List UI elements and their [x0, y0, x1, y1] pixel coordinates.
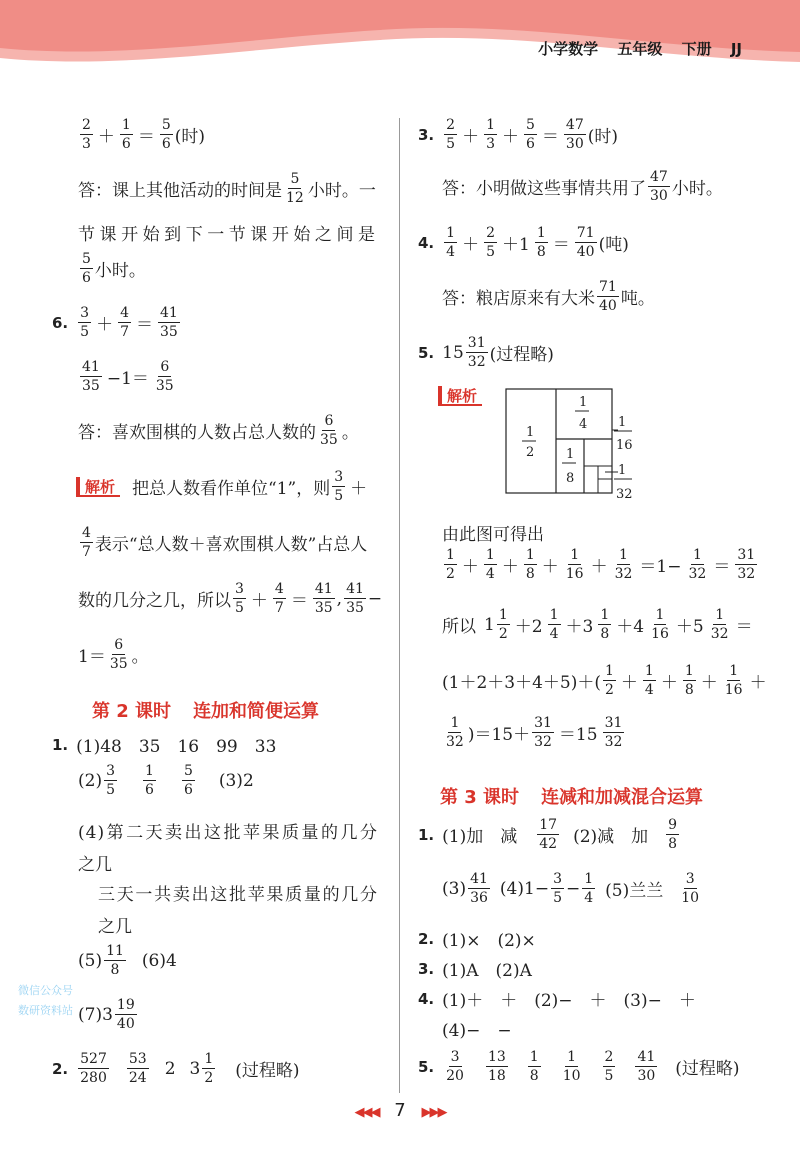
equation-line: 1 2 ＋ 1 4 ＋ 1 8 ＋ 1 16 ＋ 1 32 ＝1− $\frac{1}{32}$ ＝ 31 32 — [446, 547, 756, 582]
answer-line: (7)3 19 40 — [78, 997, 135, 1032]
question-4: 4. (1)＋ ＋ (2)− ＋ (3)− ＋ — [418, 989, 696, 1011]
answer-text: 答：小明做这些事情共用了 47 30 小时。 — [442, 169, 723, 204]
svg-text:16: 16 — [616, 438, 633, 453]
question-2: 2. 527 280 53 24 2 3 1 2 (过程略) — [52, 1051, 300, 1086]
header-band — [0, 0, 800, 72]
next-arrows-icon: ▶▶▶ — [421, 1105, 446, 1120]
svg-text:1: 1 — [579, 395, 588, 410]
column-divider — [399, 118, 400, 1093]
question-1: 1. (1)加 减 17 42 (2)减 加 9 8 — [418, 817, 678, 852]
answer-text: 节课开始到下一节课开始之间是 — [78, 225, 378, 245]
analysis-line: 解析 把总人数看作单位“1”，则 3 5 ＋ — [76, 470, 370, 503]
analysis-line: 数的几分之几，所以 3 5 ＋ 4 7 ＝ 41 35 , 41 35 − — [78, 581, 383, 616]
answer-line: (3) 41 36 (4)1− $\frac{3}{5}$ − $\frac{1}{4}$ (5)兰兰 3 10 — [442, 871, 700, 906]
answer-text: 之几 — [98, 917, 132, 937]
section-title-2: 第 2 课时 连加和简便运算 — [92, 701, 320, 722]
svg-text:4: 4 — [579, 417, 588, 432]
svg-text:2: 2 — [526, 445, 535, 460]
svg-text:1: 1 — [566, 447, 575, 462]
section-title-3: 第 3 课时 连减和加减混合运算 — [440, 787, 704, 808]
answer-line: (2) 3 5 1 6 5 6 (3)2 — [78, 763, 254, 798]
svg-text:32: 32 — [616, 487, 633, 502]
answer-text: 之几 — [78, 855, 112, 875]
svg-text:1: 1 — [618, 415, 627, 430]
page-footer — [0, 1100, 800, 1121]
answer-line: (4)− − — [442, 1021, 512, 1041]
answer-text: 三天一共卖出这批苹果质量的几分 — [98, 885, 378, 905]
watermark: 微信公众号 — [18, 984, 73, 997]
svg-text:1: 1 — [526, 425, 535, 440]
question-2: 2. (1)× (2)× — [418, 929, 536, 951]
question-3: 3. 2 5 ＋ 1 3 ＋ 5 6 ＝ 47 30 (时) — [418, 117, 618, 152]
analysis-line: 4 7 表示“总人数＋喜欢围棋人数”占总人 — [82, 525, 368, 560]
answer-text: 答：喜欢围棋的人数占总人数的 6 35 。 — [78, 413, 359, 448]
header-title: 小学数学 五年级 下册 JJ — [538, 40, 742, 58]
answer-line: (5) 11 8 (6)4 — [78, 943, 177, 978]
prev-arrows-icon: ◀◀◀ — [354, 1105, 379, 1120]
equation-line: 所以 1 1 2 ＋2 1 4 ＋3 1 8 ＋4 1 16 ＋5 1 32 ＝ — [442, 607, 753, 642]
question-6: 6. 3 5 ＋ 4 7 ＝ 41 35 — [52, 305, 178, 340]
question-5: 5. 3 20 13 18 1 8 1 10 2 5 41 30 (过程略) — [418, 1049, 740, 1084]
page-number: 7 — [394, 1100, 406, 1121]
answer-text: (4)第二天卖出这批苹果质量的几分 — [78, 823, 378, 843]
answer-text: 5 6 小时。 — [82, 251, 146, 286]
svg-text:8: 8 — [566, 471, 575, 486]
question-1: 1. (1)48 35 16 99 33 — [52, 735, 277, 757]
answer-text: 答：粮店原来有大米 71 40 吨。 — [442, 279, 655, 314]
question-5: 5. 15 31 32 (过程略) — [418, 335, 554, 370]
svg-text:1: 1 — [618, 463, 627, 478]
analysis-line: 1＝ 6 35 。 — [78, 637, 149, 672]
equation-line: 1 32 )＝15＋ 31 32 ＝15 31 32 — [446, 715, 623, 750]
analysis-tag-line — [438, 386, 494, 406]
analysis-tag: 解析 — [438, 386, 482, 406]
equation-line: (1＋2＋3＋4＋5)＋( 1 2 ＋ 1 4 ＋ 1 8 ＋ 1 16 ＋ — [442, 663, 767, 698]
analysis-tag: 解析 — [76, 477, 120, 497]
watermark: 数研资料站 — [18, 1004, 73, 1017]
derive-text: 由此图可得出 — [442, 525, 544, 545]
answer-text: 答：课上其他活动的时间是 5 12 小时。一 — [78, 171, 376, 206]
question-4: 4. 1 4 ＋ 2 5 ＋1 1 8 ＝ 71 40 (吨) — [418, 225, 629, 260]
equation-line: 2 3 ＋ 1 6 ＝ 5 6 (时) — [82, 117, 206, 152]
equation-line: 41 35 −1＝ 6 35 — [82, 359, 174, 394]
question-3: 3. (1)A (2)A — [418, 959, 532, 981]
fraction-area-diagram — [500, 386, 650, 506]
